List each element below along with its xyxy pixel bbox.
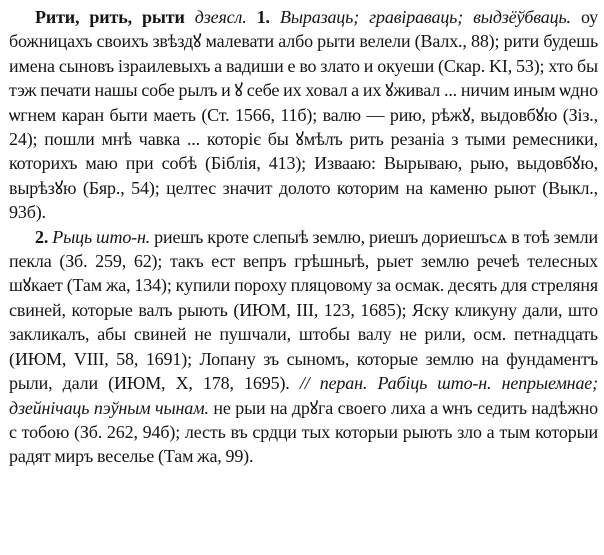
sense-number: 1. <box>256 7 270 27</box>
figurative-marker: // перан. <box>299 373 368 394</box>
sense-definition: Выразаць; гравіраваць; выдзёўбваць. <box>280 7 571 27</box>
sense-number: 2. <box>35 226 49 247</box>
part-of-speech: дзеясл. <box>194 7 247 27</box>
dictionary-entry-2 <box>9 225 598 469</box>
dictionary-entry-1 <box>9 5 598 225</box>
citations-figurative: не рыи на дрꙋга своего лиха а ѡнъ седить надѣжно с тобою (Зб. 262, 94б); лесть въ срдци тых которыи рыють зло а тым которыи радят миръ веселье (Там жа, 99). <box>9 397 598 467</box>
sense-definition: Рыць што-н. <box>52 226 151 247</box>
headword: Рити, рить, рыти <box>35 7 185 27</box>
citations: риешъ кроте слепыѣ землю, риешъ дориешъсѧ в тоѣ земли пекла (Зб. 259, 62); такъ ест вепръ грѣшныѣ, рыет землю речеѣ телесных шꙋкает (Там жа, 134); купили пороху пляцовому за осмак. десять для стреляня свиней, которые валъ рыють (ИЮМ, III, 123, 1685); Яску кликуну дали, што закликалъ, абы свиней не пушчали, штобы валу не рили, осм. петнадцать (ИЮМ, VIII, 58, 1691); Лопану зъ сыномъ, которые землю на фундаментъ рыли, дали (ИЮМ, X, 178, 1695). <box>9 226 598 394</box>
figurative-definition: Рабіць што-н. непрыемнае; дзейнічаць пэўным чынам. <box>9 373 598 418</box>
citations: оу божницахъ своихъ звѣздꙋ малевати албо рыти велели (Валх., 88); рити будешь имена сыновъ ізраилевыхъ а вадиши е во злато и окуеши (Скар. KI, 53); хто бы тэж печати нашы собе рылъ и ꙋ себе их ховал а их ꙋживал ... ничим иным ѡдно ѡгнем каран быти маеть (Ст. 1566, 11б); валю — рию, рѣжꙋ, выдовбꙋю (Зіз., 24); пошли мнѣ чавка ... которіє бы ꙋмѣлъ рить резаніа з тыми ремесники, которихъ маю при собѣ (Біблія, 413); Извааю: Вырываю, рыю, выдовбꙋю, вырѣзꙋю (Бяр., 54); целтес значит долото которим на каменю рыют (Выкл., 93б). <box>9 7 598 223</box>
